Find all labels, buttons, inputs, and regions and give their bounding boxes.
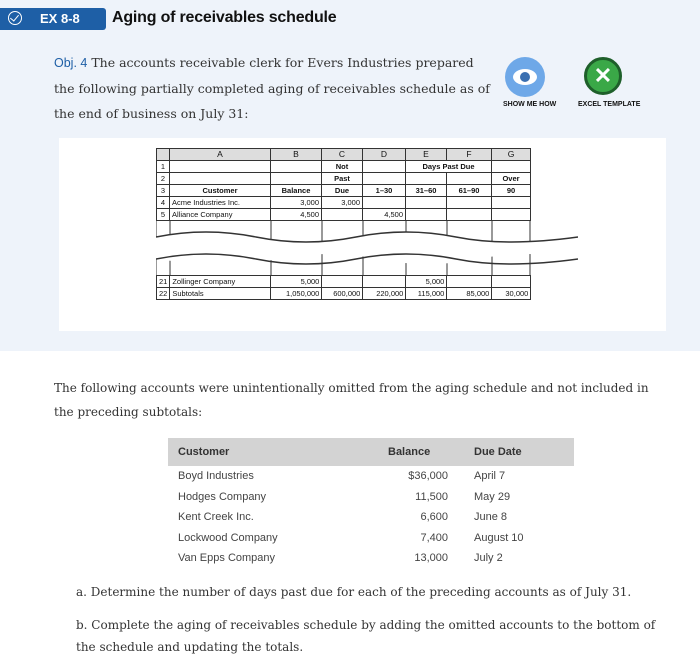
table-row — [168, 548, 574, 569]
table-row — [157, 276, 531, 288]
not-due-cell: 3,000 — [322, 197, 363, 209]
omitted-accounts-table — [168, 438, 574, 569]
intro-paragraph — [54, 50, 494, 126]
exercise-badge — [0, 8, 106, 30]
customer-cell: Boyd Industries — [178, 470, 254, 483]
days-31-60-header: 31–60 — [406, 185, 447, 197]
customer-cell: Kent Creek Inc. — [178, 511, 254, 524]
table-row — [168, 487, 574, 508]
due-header: Due — [322, 185, 363, 197]
spreadsheet-break — [156, 221, 578, 275]
table-row — [157, 197, 531, 209]
customer-cell: Acme Industries Inc. — [170, 197, 271, 209]
balance-cell: 5,000 — [271, 276, 322, 288]
table-row — [168, 466, 574, 487]
col-c-header: C — [322, 149, 363, 161]
exercise-number: EX 8-8 — [40, 11, 80, 26]
col-a-header: A — [170, 149, 271, 161]
col-f-header: F — [447, 149, 492, 161]
balance-cell: 3,000 — [271, 197, 322, 209]
subtotal-31-60: 115,000 — [406, 288, 447, 300]
customer-column-header: Customer — [168, 438, 378, 466]
subtotal-balance: 1,050,000 — [271, 288, 322, 300]
due-date-cell: May 29 — [474, 490, 511, 503]
days-1-30-header: 1–30 — [363, 185, 406, 197]
row-number: 22 — [157, 288, 170, 300]
question-a: a. Determine the number of days past due for each of the preceding accounts as of July 31. — [76, 585, 632, 599]
past-header: Past — [322, 173, 363, 185]
row-number: 5 — [157, 209, 170, 221]
row-number: 21 — [157, 276, 170, 288]
subtotal-over-90: 30,000 — [492, 288, 531, 300]
row-number: 4 — [157, 197, 170, 209]
row-number: 2 — [157, 173, 170, 185]
subtotal-1-30: 220,000 — [363, 288, 406, 300]
balance-cell: 7,400 — [420, 531, 448, 544]
customer-cell: Van Epps Company — [178, 552, 276, 565]
balance-header: Balance — [271, 185, 322, 197]
excel-template-icon[interactable]: ✕ — [584, 57, 622, 95]
col-d-header: D — [363, 149, 406, 161]
excel-template-link[interactable]: EXCEL TEMPLATE — [578, 101, 641, 108]
show-me-how-link[interactable]: SHOW ME HOW — [503, 101, 557, 108]
customer-cell: Lockwood Company — [178, 531, 278, 544]
balance-cell: 11,500 — [415, 490, 448, 503]
omitted-accounts-text: The following accounts were unintentionally omitted from the aging schedule and not included in the preceding subtotals: — [54, 381, 649, 419]
balance-cell: 6,600 — [420, 511, 448, 524]
days-past-due-header: Days Past Due — [406, 161, 492, 173]
balance-cell: $36,000 — [408, 470, 448, 483]
spreadsheet-panel — [59, 138, 666, 331]
aging-table-top — [156, 148, 531, 221]
customer-cell: Zollinger Company — [170, 276, 271, 288]
subtotal-not-due: 600,000 — [322, 288, 363, 300]
exercise-title: Aging of receivables schedule — [112, 9, 337, 26]
table-row — [168, 528, 574, 549]
balance-cell: 4,500 — [271, 209, 322, 221]
balance-cell: 13,000 — [414, 552, 448, 565]
customer-header: Customer — [170, 185, 271, 197]
table-row — [168, 507, 574, 528]
balance-column-header: Balance — [378, 438, 458, 466]
days-90-header: 90 — [492, 185, 531, 197]
customer-cell: Hodges Company — [178, 490, 267, 503]
row-number: 3 — [157, 185, 170, 197]
days-61-90-header: 61–90 — [447, 185, 492, 197]
due-date-cell: June 8 — [474, 511, 508, 524]
col-g-header: G — [492, 149, 531, 161]
show-me-how-eye-icon[interactable] — [505, 57, 545, 97]
due-date-cell: August 10 — [474, 531, 524, 544]
not-header: Not — [322, 161, 363, 173]
col-b-header: B — [271, 149, 322, 161]
row-number: 1 — [157, 161, 170, 173]
question-b: b. Complete the aging of receivables schedule by adding the omitted accounts to the bottom of the schedule and updating the totals. — [76, 618, 656, 654]
days-1-30-cell: 4,500 — [363, 209, 406, 221]
due-date-cell: July 2 — [474, 552, 503, 565]
aging-table-bottom — [156, 275, 531, 300]
aging-spreadsheet — [156, 148, 578, 300]
intro-text: The accounts receivable clerk for Evers Industries prepared the following partially completed aging of receivables schedule as of the end of business on July 31: — [54, 55, 490, 121]
subtotal-61-90: 85,000 — [447, 288, 492, 300]
table-row — [157, 209, 531, 221]
objective-label: Obj. 4 — [54, 56, 88, 70]
col-e-header: E — [406, 149, 447, 161]
due-date-column-header: Due Date — [458, 438, 574, 466]
days-31-60-cell: 5,000 — [406, 276, 447, 288]
due-date-cell: April 7 — [474, 470, 506, 483]
over-header: Over — [492, 173, 531, 185]
subtotals-row — [157, 288, 531, 300]
customer-cell: Alliance Company — [170, 209, 271, 221]
subtotals-label: Subtotals — [170, 288, 271, 300]
checkmark-icon — [8, 11, 22, 25]
